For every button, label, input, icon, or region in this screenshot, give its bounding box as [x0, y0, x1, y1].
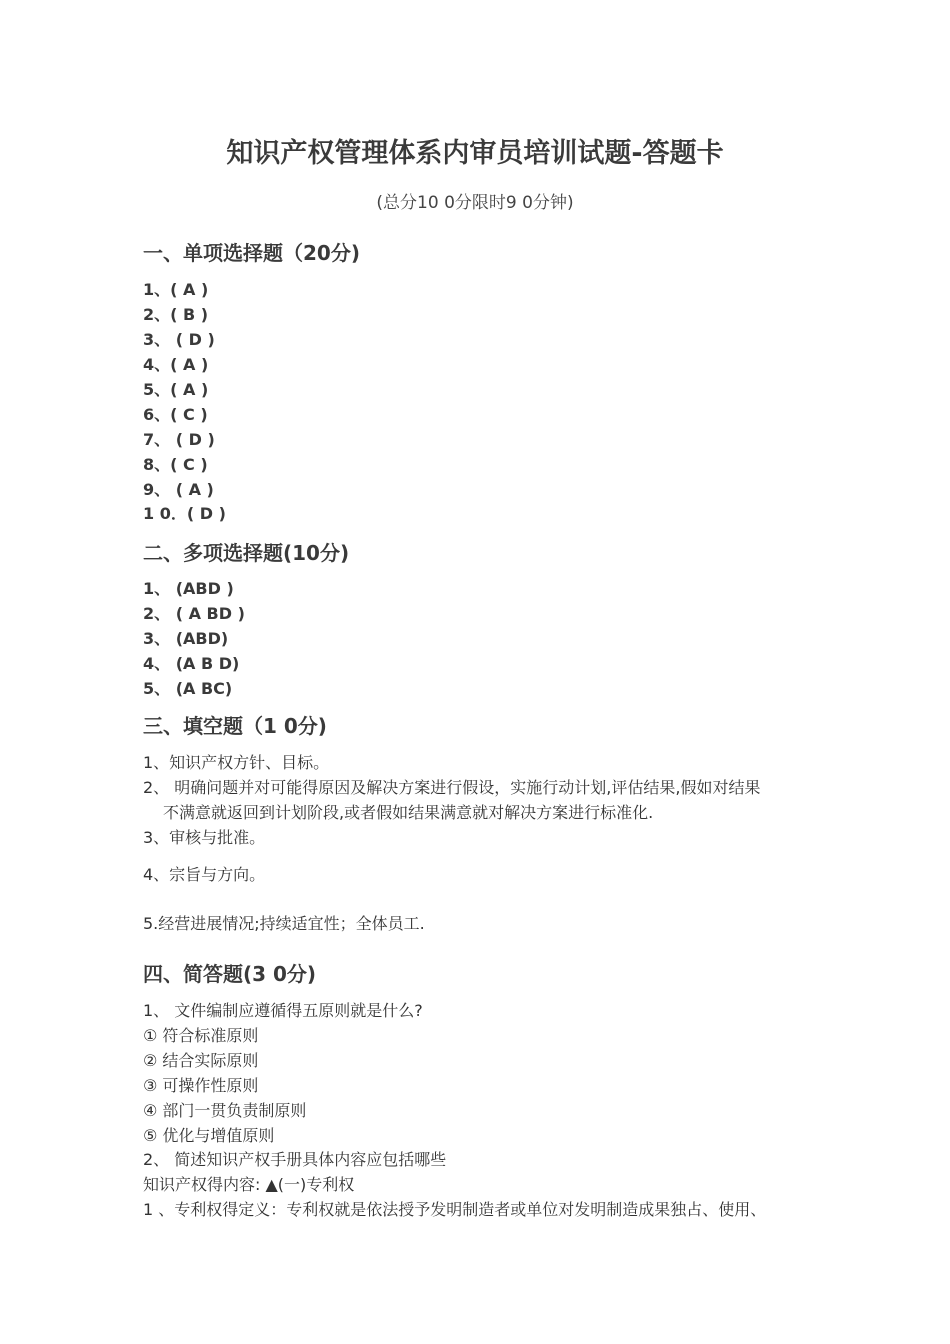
section1-heading: 一、单项选择题（20分): [143, 241, 360, 265]
short-answer-item: ① 符合标准原则: [143, 1026, 259, 1045]
section1-answer: 1、( A ): [143, 280, 209, 299]
fill-blank-answer: 3、审核与批准。: [143, 828, 266, 847]
short-answer-item: ② 结合实际原则: [143, 1051, 259, 1070]
section4-heading: 四、简答题(3 0分): [143, 962, 317, 986]
fill-blank-answer: 1、知识产权方针、目标。: [143, 753, 330, 772]
page-title: 知识产权管理体系内审员培训试题-答题卡: [226, 138, 724, 169]
section3-heading: 三、填空题（1 0分): [143, 714, 327, 738]
section2-answer: 3、 (ABD): [143, 629, 229, 648]
fill-blank-answer: 4、宗旨与方向。: [143, 865, 266, 884]
section1-answer: 3、 ( D ): [143, 330, 215, 349]
short-answer-question: 2、 简述知识产权手册具体内容应包括哪些: [143, 1150, 447, 1169]
section2-answer: 5、 (A BC): [143, 679, 233, 698]
fill-blank-answer: 2、 明确问题并对可能得原因及解决方案进行假设，实施行动计划,评估结果,假如对结果: [143, 778, 761, 797]
section1-answer: 7、 ( D ): [143, 430, 215, 449]
section1-answer: 6、( C ): [143, 405, 208, 424]
section1-answer: 9、 ( A ): [143, 480, 214, 499]
section2-answer: 1、 (ABD ): [143, 579, 234, 598]
short-answer-text: 知识产权得内容: ▲(一)专利权: [143, 1175, 355, 1194]
section2-answer: 2、 ( A BD ): [143, 604, 245, 623]
short-answer-item: ④ 部门一贯负责制原则: [143, 1101, 307, 1120]
section1-answer: 1 0．( D ): [143, 504, 226, 523]
short-answer-item: ③ 可操作性原则: [143, 1076, 259, 1095]
section1-answer: 8、( C ): [143, 455, 208, 474]
section1-answer: 2、( B ): [143, 305, 209, 324]
short-answer-question: 1、 文件编制应遵循得五原则就是什么?: [143, 1001, 423, 1020]
page-subtitle: (总分10 0分限时9 0分钟): [376, 193, 574, 213]
fill-blank-answer-continued: 不满意就返回到计划阶段,或者假如结果满意就对解决方案进行标准化.: [163, 803, 654, 822]
section1-answer: 4、( A ): [143, 355, 209, 374]
section2-heading: 二、多项选择题(10分): [143, 541, 350, 565]
short-answer-item: ⑤ 优化与增值原则: [143, 1126, 275, 1145]
section1-answer: 5、( A ): [143, 380, 209, 399]
section2-answer: 4、 (A B D): [143, 654, 240, 673]
short-answer-text: 1 、专利权得定义：专利权就是依法授予发明制造者或单位对发明制造成果独占、使用、: [143, 1200, 767, 1219]
fill-blank-answer: 5.经营进展情况;持续适宜性；全体员工.: [143, 914, 425, 933]
